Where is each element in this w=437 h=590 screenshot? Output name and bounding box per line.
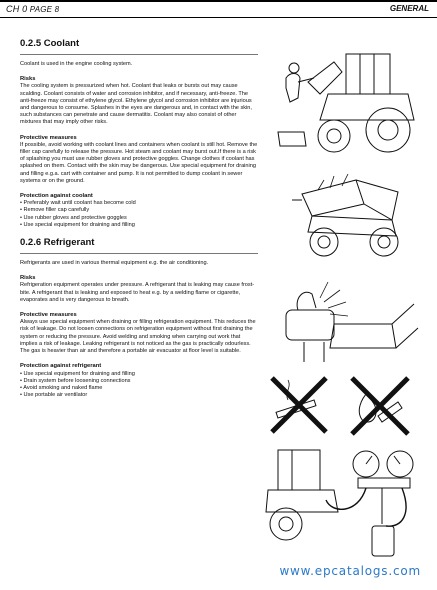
coolant-protection-heading: Protection against coolant: [20, 193, 93, 200]
loader-front-illustration: [272, 170, 422, 262]
refrigerant-protection-list: [20, 371, 258, 400]
loader-radiator-illustration: [268, 42, 426, 160]
hose: [326, 488, 366, 509]
refrigerant-protection-heading: Protection against refrigerant: [20, 363, 102, 370]
no-smoking-no-flame-illustration: [268, 372, 414, 438]
list-item: • Avoid smoking and naked flame: [20, 385, 258, 392]
refrigerant-measures-text: Always use special equipment when draining or filling refrigeration equipment. This reduces the risk of leakage. Do not loosen connections on refrigeration equipment without first draining the system or reducing the pressure. Avoid welding and smoking when carrying out work that implies a risk of leakage. Leaking refrigerant is not noticed as the gas is practically odourless. The gas is heavier than air and therefore a portable air evacuator at floor level is suitable.: [20, 319, 256, 355]
text-column: [20, 30, 258, 407]
refrigerant-gauge-illustration: [262, 444, 426, 564]
watermark: www.epcatalogs.com: [279, 564, 421, 578]
refrigerant-cylinder: [372, 526, 394, 556]
coolant-intro: Coolant is used in the engine cooling system.: [20, 61, 133, 67]
expansion-tank: [286, 310, 334, 340]
page-header-left: [6, 4, 59, 14]
section-label: GENERAL: [389, 4, 429, 13]
mechanic-figure: [286, 74, 300, 103]
list-item: • Remove filler cap carefully: [20, 207, 258, 214]
refrigerant-measures-heading: Protective measures: [20, 312, 77, 319]
filler-cap-illustration: [264, 272, 424, 368]
refrigerant-section-title: 0.2.6 Refrigerant: [20, 237, 95, 249]
burst-lines: [320, 282, 348, 316]
coolant-measures-heading: Protective measures: [20, 134, 77, 141]
coolant-section-title: 0.2.5 Coolant: [20, 38, 80, 49]
list-item: • Use special equipment for draining and filling: [20, 371, 258, 378]
splash-lines: [318, 174, 348, 190]
chapter-label: CH 0: [6, 4, 28, 14]
no-smoking-icon: [272, 378, 326, 432]
coolant-measures-text: If possible, avoid working with coolant lines and containers when coolant is still hot. Remove the filler cap carefully to release the pressure. Hot steam and coolant may burst out.If there is a risk of splashing you must use rubber gloves and protective goggles. Change clothes if coolant has splashed on them. Contact with the skin may be dangerous. Use special equipment for draining and filling e.g.a. cart with container and pump. It is not permitted to dump coolant in sewer systems or on the ground.: [20, 141, 258, 184]
page-number: PAGE 8: [29, 5, 60, 14]
list-item: • Use special equipment for draining and filling: [20, 222, 258, 229]
list-item: • Use rubber gloves and protective goggles: [20, 215, 258, 222]
header-top-rule: [0, 0, 437, 2]
refrigerant-intro: Refrigerants are used in various thermal equipment e.g. the air conditioning.: [20, 260, 209, 267]
cab-outline: [278, 450, 320, 490]
list-item: • Use portable air ventilator: [20, 392, 258, 399]
no-flame-icon: [352, 378, 408, 434]
coolant-risks-text: The cooling system is pressurized when hot. Coolant that leaks or bursts out may cause scalding. Coolant consists of water and corrosion inhibitor, and if necessary, anti-freeze. The anti-freeze may consist of ethylene glycol. Ethylene glycol and corrosion inhibitor are injurious and dangerous to consume. Splashes in the eyes are dangerous and, in contact with the skin, such substances can penetrate and cause dermatitis. Coolant may also consist of other mixtures that may imply other risks.: [20, 83, 252, 126]
coolant-risks-heading: Risks: [20, 76, 36, 83]
coolant-protection-list: [20, 200, 258, 229]
refrigerant-risks-heading: Risks: [20, 275, 36, 282]
hand: [297, 292, 316, 310]
list-item: • Drain system before loosening connections: [20, 378, 258, 385]
refrigerant-risks-text: Refrigeration equipment operates under pressure. A refrigerant that is leaking may cause frost-bite. A refrigerant that is leaking and exposed to heat e.g. by a welding flame or cigarette, evaporates and is very dangerous to breath.: [20, 282, 255, 303]
header-bottom-rule: [0, 17, 437, 18]
section-rule: [20, 54, 258, 55]
list-item: • Preferably wait until coolant has become cold: [20, 200, 258, 207]
hose: [386, 488, 406, 526]
section-rule: [20, 253, 258, 254]
cab-outline: [346, 54, 390, 94]
